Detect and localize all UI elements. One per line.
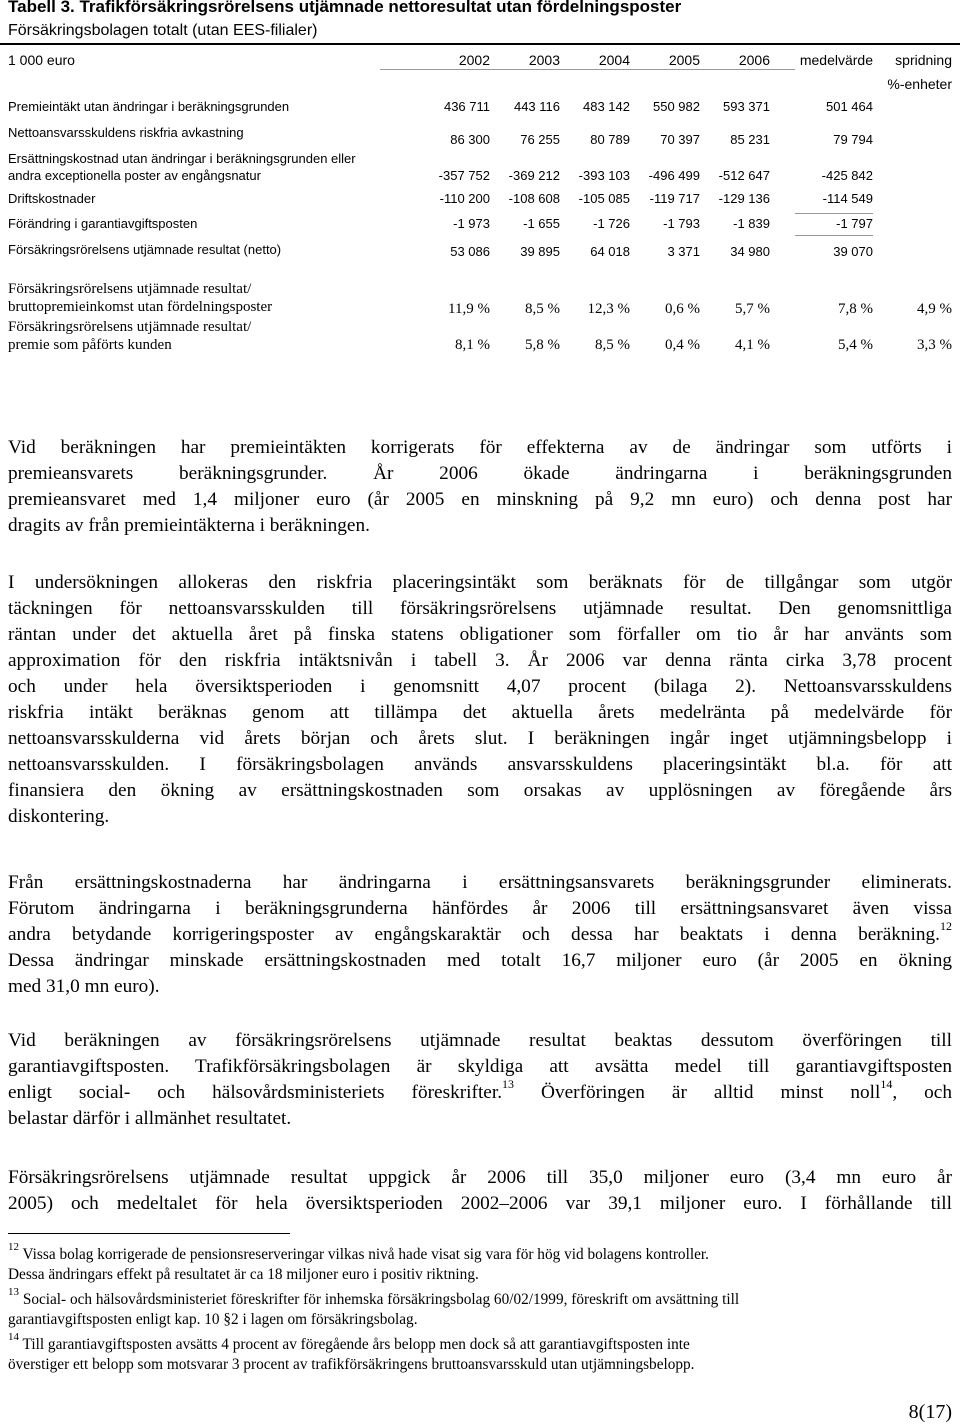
paragraph-line: och under hela översiktsperioden i genomsnitt 4,07 procent (bilaga 2). Nettoansvarsskuldens (8, 676, 952, 697)
table-row-label (8, 241, 281, 258)
table-cell: -129 136 (718, 191, 770, 206)
paragraph-line: Vid beräkningen av försäkringsrörelsens utjämnade resultat beaktas dessutom överföringen till (8, 1030, 952, 1051)
ratio-cell: 11,9 % (448, 301, 490, 317)
ratio-label-line: Försäkringsrörelsens utjämnade resultat/ (8, 319, 252, 335)
table-cell-mean: -1 797 (836, 216, 873, 231)
paragraph-line: I undersökningen allokeras den riskfria placeringsintäkt som beräknats för de tillgångar som utgör (8, 572, 952, 593)
paragraph-line: med 31,0 mn euro). (8, 976, 160, 997)
paragraph-line: garantiavgiftsposten. Trafikförsäkringsbolagen är skyldiga att avsätta medel till garantiavgiftsposten (8, 1056, 952, 1077)
footnote-ref: 13 (502, 1077, 515, 1091)
row-label-line: Förändring i garantiavgiftsposten (8, 216, 198, 231)
paragraph (8, 1165, 952, 1217)
paragraph-line: andra betydande korrigeringsposter av engångskaraktär och dessa har beaktats i denna beräkning.$^{12}$ (8, 919, 952, 945)
ratio-cell: 5,7 % (735, 301, 770, 317)
table-cell: 86 300 (450, 132, 490, 147)
ratio-cell: 8,5 % (595, 337, 630, 353)
table-cell: -512 647 (718, 168, 770, 183)
footnote (8, 1286, 952, 1329)
footnote-line: $^{12}$ Vissa bolag korrigerade de pensionsreserveringar vilkas nivå hade visat sig vara för hög vid bolagens kontroller. (8, 1241, 709, 1263)
footnote (8, 1241, 952, 1284)
ratio-label-line: premie som påförts kunden (8, 337, 172, 353)
table-cell-mean: 501 464 (826, 99, 873, 114)
ratio-cell-spread: 4,9 % (917, 301, 952, 317)
table-cell: 64 018 (590, 244, 630, 259)
ratio-cell: 12,3 % (587, 301, 630, 317)
table-cell: -1 655 (523, 216, 560, 231)
table-cell: -108 608 (508, 191, 560, 206)
table-cell-mean: -425 842 (821, 168, 873, 183)
paragraph-line: belastar därför i allmänhet resultatet. (8, 1108, 292, 1129)
ratio-cell: 0,4 % (665, 337, 700, 353)
row-label-line: Premieintäkt utan ändringar i beräkningsgrunden (8, 99, 290, 114)
ratio-cell-spread: 3,3 % (917, 337, 952, 353)
table-cell: 70 397 (660, 132, 700, 147)
paragraph-line: täckningen för nettoansvarsskulden till försäkringsrörelsens utjämnade resultat. Den genomsnittliga (8, 598, 952, 619)
ratio-cell-mean: 7,8 % (838, 301, 873, 317)
row-label-line: andra exceptionella poster av engångsnatur (8, 168, 261, 183)
footnote (8, 1331, 952, 1374)
paragraph-line: premieansvarets beräkningsgrunder. År 2006 ökade ändringarna i beräkningsgrunden (8, 463, 952, 484)
header-year: 2005 (668, 52, 700, 68)
footnote-line: Dessa ändringars effekt på resultatet är ca 18 miljoner euro i positiv riktning. (8, 1265, 479, 1283)
header-mean: medelvärde (799, 52, 873, 68)
paragraph-line: dragits av från premieintäkterna i beräkningen. (8, 515, 370, 536)
table-cell: 593 371 (723, 99, 770, 114)
header-rule (380, 69, 795, 70)
footnote-line: $^{14}$ Till garantiavgiftsposten avsätts 4 procent av föregående års belopp men dock så att garantiavgiftsposten inte (8, 1331, 690, 1353)
paragraph-line: Försäkringsrörelsens utjämnade resultat uppgick år 2006 till 35,0 miljoner euro (3,4 mn euro år (8, 1167, 952, 1188)
header-year: 2006 (738, 52, 770, 68)
ratio-cell-mean: 5,4 % (838, 337, 873, 353)
table-cell: 3 371 (667, 244, 700, 259)
header-unit: 1 000 euro (8, 52, 75, 68)
table-row-label (8, 215, 197, 232)
row-label-line: Ersättningskostnad utan ändringar i beräkningsgrunden eller (8, 151, 356, 166)
table-cell: 443 116 (513, 99, 560, 114)
row-label-line: Försäkringsrörelsens utjämnade resultat (netto) (8, 242, 282, 257)
footnote-number: 13 (8, 1286, 19, 1298)
table-cell-mean: 39 070 (833, 244, 873, 259)
page-number: 8(17) (908, 1401, 952, 1423)
footnote-line: överstiger ett belopp som motsvarar 3 procent av trafikförsäkringens bruttoansvarsskuld utan utjämningsbelopp. (8, 1355, 695, 1373)
table-row-label (8, 124, 244, 141)
table-title: Tabell 3. Trafikförsäkringsrörelsens utjämnade nettoresultat utan fördelningsposter (8, 0, 682, 16)
header-spread: spridning (895, 52, 952, 68)
table-cell: -393 103 (578, 168, 630, 183)
paragraph (8, 570, 952, 830)
ratio-row-label (8, 280, 272, 316)
footnote-ref: 12 (940, 919, 952, 933)
paragraph-line: Förutom ändringarna i beräkningsgrunderna hänfördes år 2006 till ersättningsansvaret även vissa (8, 898, 952, 919)
table-cell: -1 726 (593, 216, 630, 231)
paragraph-line: Dessa ändringar minskade ersättningskostnaden med totalt 16,7 miljoner euro (år 2005 en ökning (8, 950, 952, 971)
table-cell: -1 973 (453, 216, 490, 231)
table-cell: 85 231 (730, 132, 770, 147)
footnote-line: $^{13}$ Social- och hälsovårdsministeriet föreskrifter för inhemska försäkringsbolag 60/02/1999, föreskrift om avsättning till (8, 1286, 740, 1308)
ratio-cell: 5,8 % (525, 337, 560, 353)
table-cell-mean: -114 549 (822, 191, 873, 206)
table-cell: -1 839 (733, 216, 770, 231)
table-cell: -357 752 (438, 168, 490, 183)
paragraph-line: Vid beräkningen har premieintäkten korrigerats för effekterna av de ändringar som utförts i (8, 437, 952, 458)
table-cell: -496 499 (648, 168, 700, 183)
paragraph-line: nettoansvarsskulderna vid årets början och årets slut. I beräkningen ingår inget utjämningsbelopp i (8, 728, 952, 749)
ratio-label-line: bruttopremieinkomst utan fördelningsposter (8, 299, 273, 315)
footnote-line: garantiavgiftsposten enligt kap. 10 §2 i lagen om försäkringsbolag. (8, 1310, 418, 1328)
paragraph-line: Från ersättningskostnaderna har ändringarna i ersättningsansvarets beräkningsgrunder eliminerats. (8, 872, 952, 893)
table-row-label (8, 190, 95, 207)
ratio-cell: 4,1 % (735, 337, 770, 353)
paragraph (8, 435, 952, 539)
paragraph-line: 2005) och medeltalet för hela översiktsperioden 2002–2006 var 39,1 miljoner euro. I förhållande till (8, 1193, 952, 1214)
table-cell: 550 982 (653, 99, 700, 114)
table-subtitle: Försäkringsbolagen totalt (utan EES-filialer) (8, 22, 318, 39)
table-cell: 80 789 (590, 132, 630, 147)
ratio-cell: 8,5 % (525, 301, 560, 317)
table-top-rule (0, 43, 960, 45)
table-cell: 483 142 (583, 99, 630, 114)
table-row-label (8, 98, 289, 115)
table-cell: 53 086 (450, 244, 490, 259)
header-year: 2003 (528, 52, 560, 68)
paragraph-line: premieansvaret med 1,4 miljoner euro (år 2005 en minskning på 9,2 mn euro) och denna post har (8, 489, 952, 510)
header-year: 2002 (458, 52, 490, 68)
paragraph-line: nettoansvarsskulden. I försäkringsbolagen används ansvarsskuldens placeringsintäkt bl.a. för att (8, 754, 952, 775)
paragraph-line: approximation för den riskfria intäktsnivån i tabell 3. År 2006 var denna ränta cirka 3,78 procent (8, 650, 952, 671)
footnote-ref: 14 (880, 1077, 893, 1091)
ratio-cell: 0,6 % (665, 301, 700, 317)
table-cell: 39 895 (520, 244, 560, 259)
paragraph (8, 870, 952, 1000)
ratio-row-label (8, 318, 251, 354)
table-cell: -119 717 (649, 191, 700, 206)
mean-underline (795, 213, 873, 214)
ratio-label-line: Försäkringsrörelsens utjämnade resultat/ (8, 281, 252, 297)
table-cell-mean: 79 794 (833, 132, 873, 147)
row-label-line: Driftskostnader (8, 191, 96, 206)
header-spread-unit: %-enheter (887, 76, 952, 92)
paragraph-line: räntan under det aktuella året på finska statens obligationer som förfaller om tio år har använts som (8, 624, 952, 645)
table-cell: -110 200 (439, 191, 490, 206)
paragraph-line: diskontering. (8, 806, 110, 827)
ratio-cell: 8,1 % (455, 337, 490, 353)
table-cell: 34 980 (730, 244, 770, 259)
table-cell: 76 255 (520, 132, 560, 147)
mean-underline (795, 235, 873, 236)
footnote-number: 12 (8, 1241, 19, 1253)
paragraph-line: enligt social- och hälsovårdsministeriets föreskrifter.$^{13}$ Överföringen är alltid minst noll$^{14}$, och (8, 1077, 952, 1103)
footnote-rule (8, 1233, 290, 1234)
table-row-label (8, 150, 356, 184)
row-label-line: Nettoansvarsskuldens riskfria avkastning (8, 125, 244, 140)
table-cell: -369 212 (508, 168, 560, 183)
paragraph (8, 1028, 952, 1132)
footnote-number: 14 (8, 1331, 19, 1343)
table-cell: -105 085 (578, 191, 630, 206)
paragraph-line: riskfria intäkt beräknas genom att tillämpa det aktuella årets medelränta på medelvärde för (8, 702, 952, 723)
paragraph-line: finansiera den ökning av ersättningskostnaden som orsakas av upplösningen av föregående års (8, 780, 952, 801)
header-year: 2004 (598, 52, 630, 68)
table-cell: 436 711 (443, 99, 490, 114)
table-cell: -1 793 (663, 216, 700, 231)
